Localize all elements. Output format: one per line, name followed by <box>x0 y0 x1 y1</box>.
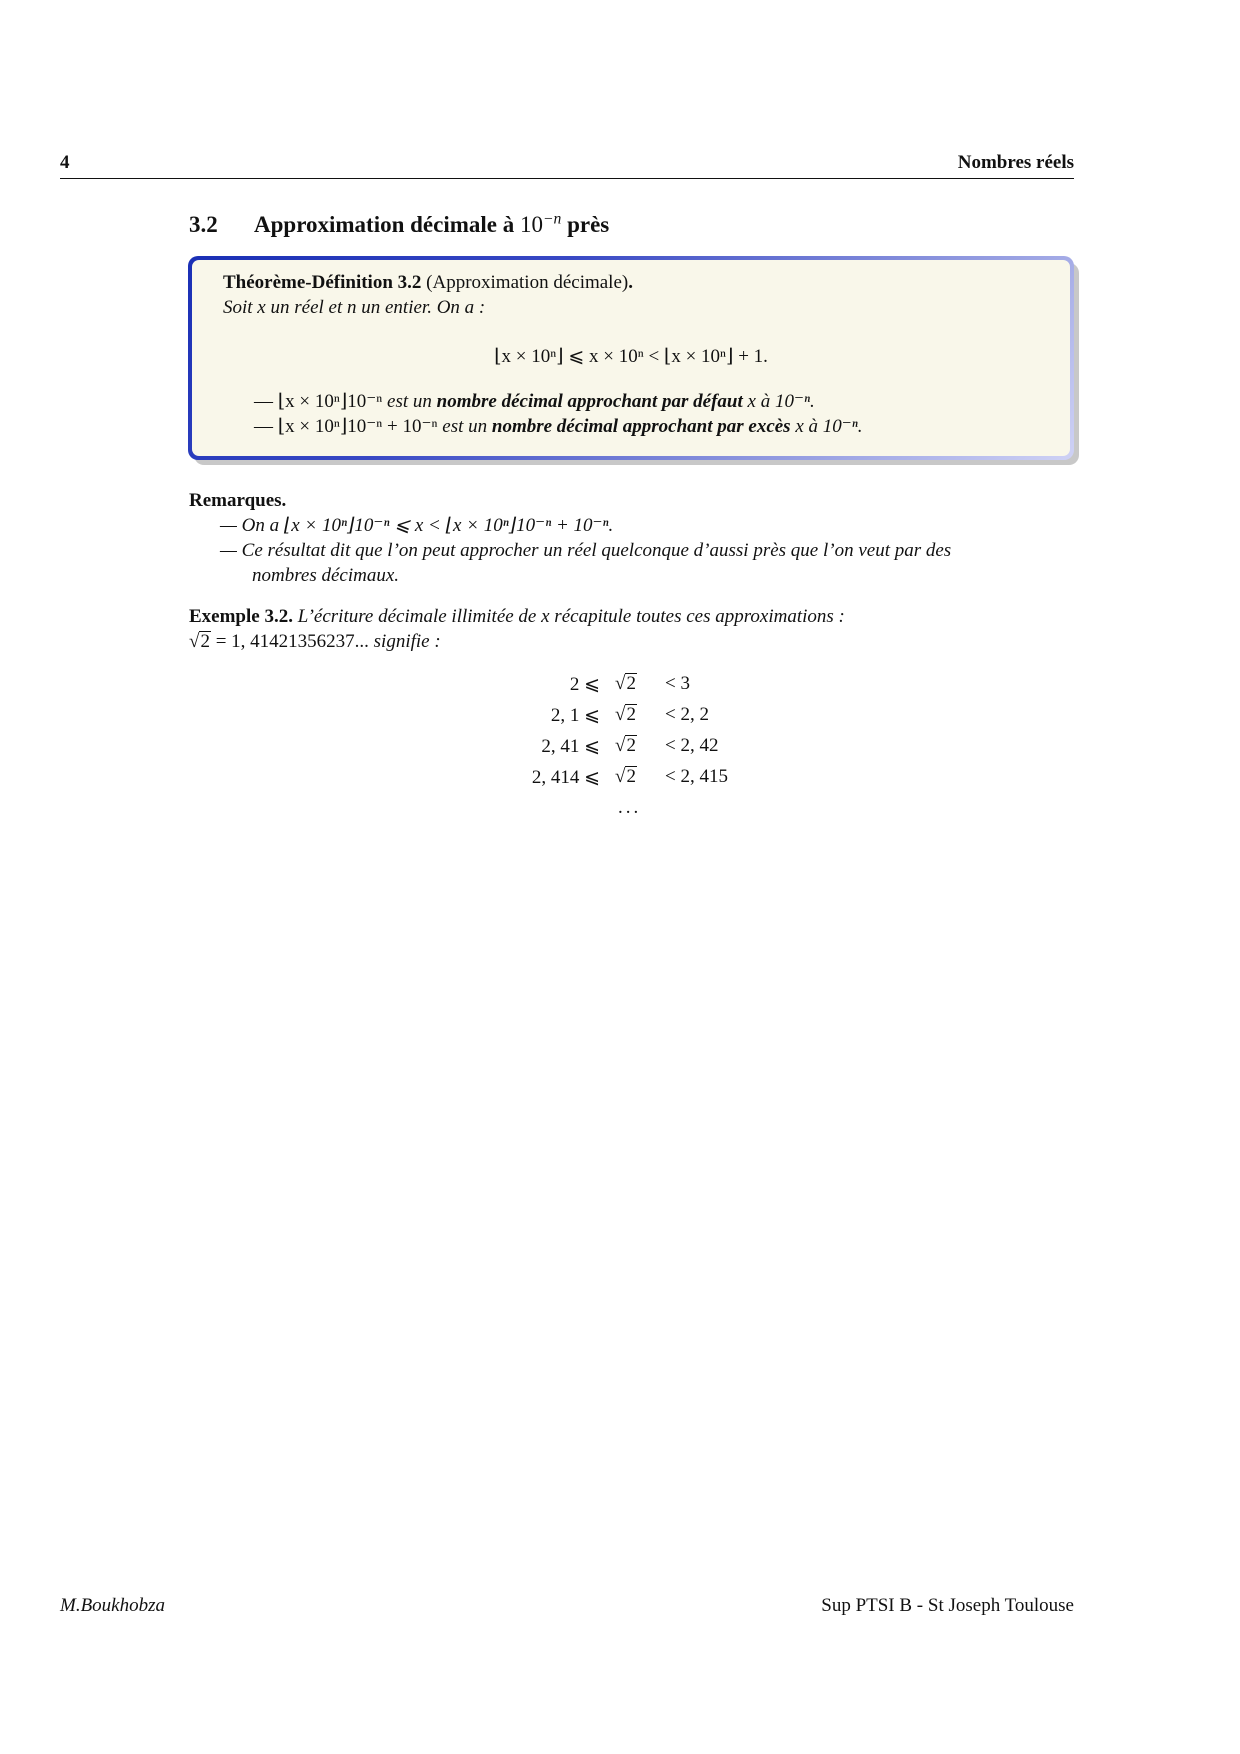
remark-item: — Ce résultat dit que l’on peut approcher un réel quelconque d’aussi près que l’on veut par des <box>220 540 952 561</box>
item-math: ⌊x × 10ⁿ⌋10⁻ⁿ <box>277 391 383 412</box>
theorem-box <box>192 260 1070 456</box>
section-number: 3.2 <box>189 212 218 237</box>
chapter-title: Nombres réels <box>957 152 1074 173</box>
theorem-title: Théorème-Définition 3.2 (Approximation décimale). <box>223 272 633 293</box>
remark-item: — On a ⌊x × 10ⁿ⌋10⁻ⁿ ⩽ x < ⌊x × 10ⁿ⌋10⁻ⁿ + 10⁻ⁿ. <box>220 515 614 536</box>
footer-author: M.Boukhobza <box>60 1595 166 1616</box>
theorem-formula: ⌊x × 10ⁿ⌋ ⩽ x × 10ⁿ < ⌊x × 10ⁿ⌋ + 1. <box>494 346 768 367</box>
example-label: Exemple 3.2. <box>189 606 293 627</box>
sqrt-symbol: √2 <box>189 631 210 652</box>
remarks-heading: Remarques. <box>189 490 287 511</box>
ellipsis: ... <box>618 797 642 818</box>
theorem-item-excess: — ⌊x × 10ⁿ⌋10⁻ⁿ + 10⁻ⁿ est un nombre décimal approchant par excès x à 10⁻ⁿ. <box>254 416 863 437</box>
running-header <box>60 150 1074 179</box>
theorem-name: (Approximation décimale) <box>426 272 629 293</box>
theorem-item-default: — ⌊x × 10ⁿ⌋10⁻ⁿ est un nombre décimal approchant par défaut x à 10⁻ⁿ. <box>254 391 815 412</box>
theorem-intro: Soit x un réel et n un entier. On a : <box>223 297 486 318</box>
remark-item-continuation: nombres décimaux. <box>252 565 400 586</box>
item-bold-term: nombre décimal approchant par excès <box>491 416 791 437</box>
section-heading <box>189 212 609 238</box>
footer-school: Sup PTSI B - St Joseph Toulouse <box>821 1595 1074 1616</box>
section-title-text: Approximation décimale à <box>254 212 520 237</box>
document-page: 4 Nombres réels 3.2 Approximation décimale à $10^{-n}$ près Théorème-Définition 3.2 (Approximation décimale). Soit x un réel et n un entier. On a : ⌊x × 10ⁿ⌋ ⩽ x × 10ⁿ < ⌊x × 10ⁿ⌋ + 1. — ⌊x × 10ⁿ⌋10⁻ⁿ est un nombre décimal approchant par défaut x à 10⁻ⁿ. — ⌊x × 10ⁿ⌋10⁻ⁿ + 10⁻ⁿ est un nombre décimal approchant par excès x à 10⁻ⁿ. Remarques. — On a ⌊x × 10ⁿ⌋10⁻ⁿ ⩽ x < ⌊x × 10ⁿ⌋10⁻ⁿ + 10⁻ⁿ. — Ce résultat dit que l’on peut approcher un réel quelconque d’aussi près que l’on veut par des nombres décimaux. Exemple 3.2. L’écriture décimale illimitée de x récapitule toutes ces approximations : √2 = 1, 41421356237... signifie : 2 ⩽ √2 < 3 2, 1 ⩽ √2 < 2, 2 2, 41 ⩽ √2 < 2, 42 2, 414 ⩽ √2 < 2, 415 ... M.Boukhobza Sup PTSI B - St Joseph Toulouse <box>0 0 1240 1754</box>
section-title-math: $10^{-n}$ <box>519 210 562 237</box>
example-intro: Exemple 3.2. L’écriture décimale illimitée de x récapitule toutes ces approximations : <box>189 606 845 627</box>
theorem-label: Théorème-Définition 3.2 <box>223 272 422 293</box>
item-bold-term: nombre décimal approchant par défaut <box>436 391 743 412</box>
section-title-suffix: près <box>561 212 610 237</box>
item-math: ⌊x × 10ⁿ⌋10⁻ⁿ + 10⁻ⁿ <box>277 416 438 437</box>
page-number: 4 <box>60 152 70 173</box>
example-sqrt-value: √2 = 1, 41421356237... signifie : <box>189 631 441 652</box>
